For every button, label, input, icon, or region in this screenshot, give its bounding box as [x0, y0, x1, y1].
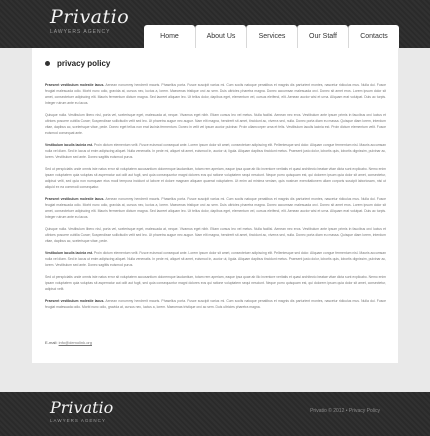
- nav-contacts[interactable]: Contacts: [348, 25, 399, 48]
- email-line: [45, 340, 92, 345]
- policy-text: [45, 82, 386, 316]
- email-link[interactable]: info@demolink.org: [58, 340, 92, 345]
- header: [0, 0, 430, 48]
- nav-our-staff[interactable]: Our Staff: [297, 25, 348, 48]
- main-nav: [144, 25, 400, 48]
- footer: [0, 392, 430, 436]
- paragraph-9: Praesent vestibulum molestie lacus. Aenean nonummy hendrerit mauris. Phasellus porta. Fusce suscipit varius mi. Cum sociis natoque penatibus et magnis dis parturient montes, nascetur ridiculus mus. Nulla dui. Fusce feugiat malesuada odio. Morbi nunc odio, gravida at, cursus nec, luctus a, lorem. Maecenas tristique orci ac sem. Duis ultricies pharetra magna.: [45, 299, 387, 309]
- page-title-row: [45, 59, 110, 68]
- nav-home[interactable]: Home: [144, 25, 195, 48]
- footer-copyright: Privatio © 2012 • Privacy Policy: [310, 408, 380, 414]
- logo[interactable]: Privatio: [50, 6, 130, 28]
- paragraph-6: Quisque nulla. Vestibulum libero nisl, porta vel, scelerisque eget, malesuada at, neque. Vivamus eget nibh. Etiam cursus leo vel metus. Nulla facilisi. Aenean nec eros. Vestibulum ante ipsum primis in faucibus orci luctus et ultrices posuere cubilia Curae; Suspendisse sollicitudin velit sed leo. Ut pharetra augue nec augue. Nam elit magna, hendrerit sit amet, tincidunt ac, viverra sed, nulla. Donec porta diam eu massa. Quisque diam lorem, interdum vitae, dapibus ac, scelerisque vitae, pede.: [45, 227, 386, 243]
- paragraph-3: Vestibulum iaculis lacinia est. Proin dictum elementum velit. Fusce euismod consequat ante. Lorem ipsum dolor sit amet, consectetuer adipiscing elit. Pellentesque sed dolor. Aliquam congue fermentum nisl. Mauris accumsan nulla vel diam. Sed in lacus ut enim adipiscing aliquet. Nulla venenatis. In pede mi, aliquet sit amet, euismod in, auctor ut, ligula. Aliquam dapibus tincidunt metus. Praesent justo dolor, lobortis quis, lobortis dignissim, pulvinar ac, lorem. Vestibulum sed ante. Donec sagittis euismod purus.: [45, 143, 386, 159]
- paragraph-5: Praesent vestibulum molestie lacus. Aenean nonummy hendrerit mauris. Phasellus porta. Fusce suscipit varius mi. Cum sociis natoque penatibus et magnis dis parturient montes, nascetur ridiculus mus. Nulla dui. Fusce feugiat malesuada odio. Morbi nunc odio, gravida at, cursus nec, luctus a, lorem. Maecenas tristique orci ac sem. Duis ultricies pharetra magna. Donec accumsan malesuada orci. Donec sit amet eros. Lorem ipsum dolor sit amet, consectetuer adipiscing elit. Mauris fermentum dictum magna. Sed laoreet aliquam leo. Ut tellus dolor, dapibus eget, elementum vel, cursus eleifend, elit. Aenean auctor wisi et urna. Aliquam erat volutpat. Duis ac turpis. Integer rutrum ante eu lacus.: [45, 197, 387, 219]
- paragraph-2: Quisque nulla. Vestibulum libero nisl, porta vel, scelerisque eget, malesuada at, neque. Vivamus eget nibh. Etiam cursus leo vel metus. Nulla facilisi. Aenean nec eros. Vestibulum ante ipsum primis in faucibus orci luctus et ultrices posuere cubilia Curae; Suspendisse sollicitudin velit sed leo. Ut pharetra augue nec augue. Nam elit magna, hendrerit sit amet, tincidunt ac, viverra sed, nulla. Donec porta diam eu massa. Quisque diam lorem, interdum vitae, dapibus ac, scelerisque vitae, pede. Donec eget tellus non erat lacinia fermentum. Donec in velit vel ipsum auctor pulvinar. Proin ullamcorper urna et felis. Vestibulum iaculis lacinia est. Proin dictum elementum velit. Fusce euismod consequat ante.: [45, 113, 386, 135]
- paragraph-7: Vestibulum iaculis lacinia est. Proin dictum elementum velit. Fusce euismod consequat ante. Lorem ipsum dolor sit amet, consectetuer adipiscing elit. Pellentesque sed dolor. Aliquam congue fermentum nisl. Mauris accumsan nulla vel diam. Sed in lacus ut enim adipiscing aliquet. Nulla venenatis. In pede mi, aliquet sit amet, euismod in, auctor ut, ligula. Aliquam dapibus tincidunt metus. Praesent justo dolor, lobortis quis, lobortis dignissim, pulvinar ac, lorem. Vestibulum sed ante. Donec sagittis euismod purus.: [45, 251, 386, 267]
- footer-logo[interactable]: Privatio: [50, 398, 114, 417]
- nav-services[interactable]: Services: [246, 25, 297, 48]
- paragraph-8: Sed ut perspiciatis unde omnis iste natus error sit voluptatem accusantium doloremque laudantium, totam rem aperiam, eaque ipsa quae ab illo inventore veritatis et quasi architecto beatae vitae dicta sunt explicabo. Nemo enim ipsam voluptatem quia voluptas sit aspernatur aut odit aut fugit, sed quia consequuntur magni dolores eos qui ratione voluptatem sequi nesciunt. Neque porro quisquam est, qui dolorem ipsum quia dolor sit amet, consectetur, adipisci velit.: [45, 275, 386, 291]
- paragraph-1: Praesent vestibulum molestie lacus. Aenean nonummy hendrerit mauris. Phasellus porta. Fusce suscipit varius mi. Cum sociis natoque penatibus et magnis dis parturient montes, nascetur ridiculus mus. Nulla dui. Fusce feugiat malesuada odio. Morbi nunc odio, gravida at, cursus nec, luctus a, lorem. Maecenas tristique orci ac sem. Duis ultricies pharetra magna. Donec accumsan malesuada orci. Donec sit amet eros. Lorem ipsum dolor sit amet, consectetuer adipiscing elit. Mauris fermentum dictum magna. Sed laoreet aliquam leo. Ut tellus dolor, dapibus eget, elementum vel, cursus eleifend, elit. Aenean auctor wisi et urna. Aliquam erat volutpat. Duis ac turpis. Integer rutrum ante eu lacus.: [45, 83, 387, 105]
- logo-subtitle: LAWYERS AGENCY: [50, 29, 111, 35]
- footer-logo-subtitle: LAWYERS AGENCY: [50, 418, 106, 423]
- page-title: privacy policy: [57, 59, 111, 68]
- paragraph-4: Sed ut perspiciatis unde omnis iste natus error sit voluptatem accusantium doloremque laudantium, totam rem aperiam, eaque ipsa quae ab illo inventore veritatis et quasi architecto beatae vitae dicta sunt explicabo. Nemo enim ipsam voluptatem quia voluptas sit aspernatur aut odit aut fugit, sed quia consequuntur magni dolores eos qui ratione voluptatem sequi nesciunt. Neque porro quisquam est, qui dolorem ipsum quia dolor sit amet, consectetur, adipisci velit, sed quia non numquam eius modi tempora incidunt ut labore et dolore magnam aliquam quaerat voluptatem. Ut enim ad minima veniam, quis nostrum exercitationem ullam corporis suscipit laboriosam, nisi ut aliquid ex ea commodi consequatur.: [45, 167, 386, 189]
- bullet-icon: [45, 61, 50, 66]
- email-label: E-mail:: [45, 340, 58, 345]
- nav-about-us[interactable]: About Us: [195, 25, 246, 48]
- content-panel: [32, 48, 398, 363]
